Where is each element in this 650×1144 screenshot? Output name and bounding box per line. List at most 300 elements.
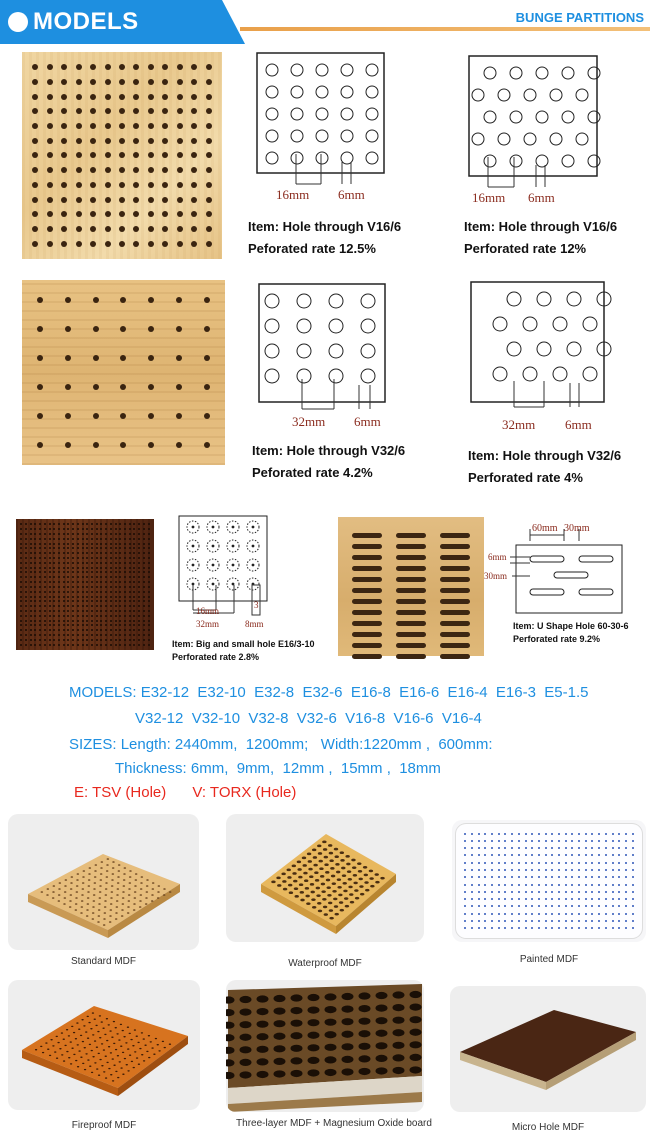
hole [121,915,124,917]
hole [77,581,79,583]
hole [591,847,593,849]
hole [58,552,60,554]
three-layer-board [226,980,424,1112]
hole [129,538,131,540]
hole [376,1055,388,1062]
hole [163,894,166,896]
hole [53,547,55,549]
hole [44,576,46,578]
hole [525,927,527,929]
waterproof-mdf-board [226,814,424,942]
hole [49,596,51,598]
hole [352,866,356,869]
hole [148,557,150,559]
hole [115,610,117,612]
hole [369,870,373,873]
hole [37,355,43,361]
hole [464,884,466,886]
hole [164,1047,166,1048]
hole [484,840,486,842]
hole-outline [316,64,328,76]
hole [87,891,90,893]
hole [93,384,99,390]
hole [76,167,82,173]
hole [612,913,614,915]
hole [545,905,547,907]
hole [53,543,55,545]
hole [145,897,148,899]
slot [352,544,382,549]
hole [124,547,126,549]
hole [325,1044,337,1051]
hole [133,615,135,617]
hole [343,890,347,893]
hole [478,927,480,929]
hole [578,891,580,893]
hole [67,634,69,636]
hole [299,883,303,886]
hole [551,905,553,907]
hole [99,897,102,899]
hole [76,79,82,85]
hole [551,854,553,856]
hole [322,898,326,901]
hole [177,167,183,173]
hole [53,610,55,612]
slot [396,643,426,648]
hole [39,533,41,535]
hole [53,586,55,588]
hole [618,891,620,893]
dim-spacing: 16mm [472,190,506,205]
hole [335,855,339,858]
hole [39,605,41,607]
hole [100,644,102,646]
hole [551,833,553,835]
hole [511,927,513,929]
hole [96,639,98,641]
hole [591,884,593,886]
hole-outline [266,64,278,76]
hole [478,913,480,915]
hole [115,557,117,559]
hole [25,528,27,530]
hole [129,567,131,569]
hole [571,913,573,915]
hole [109,915,112,917]
hole-outline [192,545,195,548]
hole [119,615,121,617]
hole [105,581,107,583]
hole [100,615,102,617]
hole [61,64,67,70]
hole [30,562,32,564]
hole [124,596,126,598]
hole [498,927,500,929]
hole [598,833,600,835]
hole [61,152,67,158]
hole [380,877,384,880]
hole [565,891,567,893]
hole [30,639,32,641]
hole [578,854,580,856]
hole [364,874,368,877]
slot [396,566,426,571]
hole [320,875,324,878]
sizes-values: Length: 2440mm, 1200mm; Width:1220mm , 600mm: [120,736,493,753]
hole [67,523,69,525]
hole [144,1045,146,1046]
hole [484,927,486,929]
hole [46,894,49,896]
hole [177,152,183,158]
hole [375,881,379,884]
hole [376,992,388,999]
hole [148,123,154,129]
hole [558,847,560,849]
hole [531,854,533,856]
hole [115,538,117,540]
hole [39,528,41,530]
hole [618,847,620,849]
hole [63,639,65,641]
hole [111,1037,113,1038]
hole [337,878,341,881]
hole [96,586,98,588]
hole [72,567,74,569]
hole [129,639,131,641]
hole [78,1029,80,1030]
hole [105,538,107,540]
hole [478,869,480,871]
hole [63,629,65,631]
hole-outline [536,67,548,79]
hole [410,1029,422,1036]
hole [551,927,553,929]
micro-hole-board [450,986,646,1112]
hole [67,629,69,631]
hole [30,533,32,535]
hole [20,610,22,612]
hole [504,920,506,922]
hole [464,891,466,893]
hole [240,1021,252,1028]
hole-outline [265,294,279,308]
hole [545,833,547,835]
hole [353,874,357,877]
hole [77,596,79,598]
hole-outline [576,89,588,101]
hole [518,847,520,849]
hole [75,897,78,899]
hole [64,897,67,899]
hole [20,571,22,573]
hole-outline [316,86,328,98]
hole [39,586,41,588]
hole [340,851,344,854]
hole [145,903,148,905]
hole [39,571,41,573]
hole [148,241,154,247]
legend-v: V: TORX (Hole) [192,784,297,801]
hole [551,840,553,842]
hole [49,610,51,612]
hole [282,880,286,883]
slot [352,588,382,593]
hole [110,1074,112,1075]
hole [342,1018,354,1025]
hole [143,620,145,622]
hole [53,885,56,887]
hole [148,634,150,636]
hole [119,620,121,622]
hole [77,624,79,626]
hole [191,64,197,70]
hole [110,557,112,559]
hole [105,562,107,564]
hole [25,552,27,554]
hole [143,629,145,631]
hole [93,900,96,902]
hole [96,629,98,631]
hole [605,854,607,856]
hole [75,1060,77,1061]
dim-spacing: 16mm [276,187,310,202]
hole [88,885,91,887]
hole [91,586,93,588]
hole [525,876,527,878]
hole [307,852,311,855]
hole [484,869,486,871]
hole [625,913,627,915]
hole [96,571,98,573]
hole [105,634,107,636]
legend-e: E: TSV (Hole) [74,784,167,801]
hole [105,152,111,158]
hole [632,840,634,842]
hole [63,543,65,545]
hole [585,840,587,842]
hole [558,854,560,856]
hole [71,1026,73,1027]
slot [396,533,426,538]
hole [86,624,88,626]
hole [39,543,41,545]
hole [133,543,135,545]
hole [98,915,101,917]
hole [359,1018,371,1025]
hole [105,533,107,535]
hole [86,533,88,535]
hole [132,1045,134,1046]
hole [464,869,466,871]
hole [598,854,600,856]
slot [352,533,382,538]
hole [34,567,36,569]
hole [30,615,32,617]
hole [25,562,27,564]
slot [396,555,426,560]
hole [65,355,71,361]
hole [82,888,85,890]
hole [120,326,126,332]
hole [100,571,102,573]
hole [115,634,117,636]
hole [115,523,117,525]
slot [440,566,470,571]
hole [135,873,138,875]
hole [359,1055,371,1062]
hole [25,624,27,626]
product-label-micro-hole-mdf: Micro Hole MDF [511,1122,585,1133]
hole [491,840,493,842]
hole [115,533,117,535]
hole [344,897,348,900]
hole [34,629,36,631]
hole [76,123,82,129]
hole [63,644,65,646]
hole [81,1019,83,1020]
hole [162,211,168,217]
hole [585,884,587,886]
hole [47,94,53,100]
hole [39,591,41,593]
hole [20,557,22,559]
brand-name: BUNGE PARTITIONS [515,10,644,25]
hole [177,138,183,144]
hole [612,847,614,849]
hole [359,878,363,881]
hole [91,605,93,607]
hole [82,624,84,626]
hole [86,567,88,569]
hole [578,840,580,842]
hole-outline [507,292,521,306]
hole [206,64,212,70]
hole [100,605,102,607]
hole [70,1063,72,1064]
hole [61,226,67,232]
hole-outline [291,130,303,142]
hole [303,864,307,867]
hole [49,571,51,573]
hole [96,557,98,559]
hole [34,538,36,540]
hole [20,528,22,530]
hole [66,1029,68,1030]
hole [525,891,527,893]
hole-outline [252,526,255,529]
hole [511,920,513,922]
hole [317,844,321,847]
hole [632,920,634,922]
hole [297,868,301,871]
hole [72,591,74,593]
hole [295,895,299,898]
hole [89,867,92,869]
hole [77,634,79,636]
hole [342,993,354,1000]
hole [30,538,32,540]
hole [605,891,607,893]
hole [58,547,60,549]
hole [618,854,620,856]
hole [511,891,513,893]
hole [625,833,627,835]
hole [130,1039,132,1040]
hole [49,528,51,530]
hole [63,610,65,612]
hole [177,64,183,70]
hole [98,1075,100,1076]
hole [53,634,55,636]
hole [324,856,328,859]
hole [478,862,480,864]
hole [39,610,41,612]
hole [105,557,107,559]
slot [396,577,426,582]
hole [30,528,32,530]
slot [352,577,382,582]
hole [67,571,69,573]
hole [565,869,567,871]
hole [20,547,22,549]
hole [538,905,540,907]
hole [106,1040,108,1041]
hole [86,581,88,583]
hole [32,79,38,85]
hole [115,620,117,622]
hole [471,913,473,915]
hole [585,862,587,864]
hole [169,891,172,893]
hole [511,862,513,864]
hole [53,615,55,617]
hole [136,1036,138,1037]
hole [138,567,140,569]
hole [96,562,98,564]
hole [140,888,143,890]
hole [138,543,140,545]
diagram-v32-6-square [258,283,398,433]
caption-v16-6-right [464,216,650,260]
hole [71,1048,73,1049]
hole [49,615,51,617]
standard-mdf-board [8,814,199,950]
hole [578,920,580,922]
hole [76,64,82,70]
hole [94,882,97,884]
hole [86,600,88,602]
hole [605,833,607,835]
hole [525,854,527,856]
hole [100,547,102,549]
hole [63,528,65,530]
hole [271,880,275,883]
hole [119,605,121,607]
hole [143,605,145,607]
hole [49,547,51,549]
hole [359,992,371,999]
hole [32,152,38,158]
hole [571,920,573,922]
hole [44,586,46,588]
hole [119,123,125,129]
models-line-2 [135,710,482,727]
hole [20,562,22,564]
hole [115,624,117,626]
hole [133,586,135,588]
